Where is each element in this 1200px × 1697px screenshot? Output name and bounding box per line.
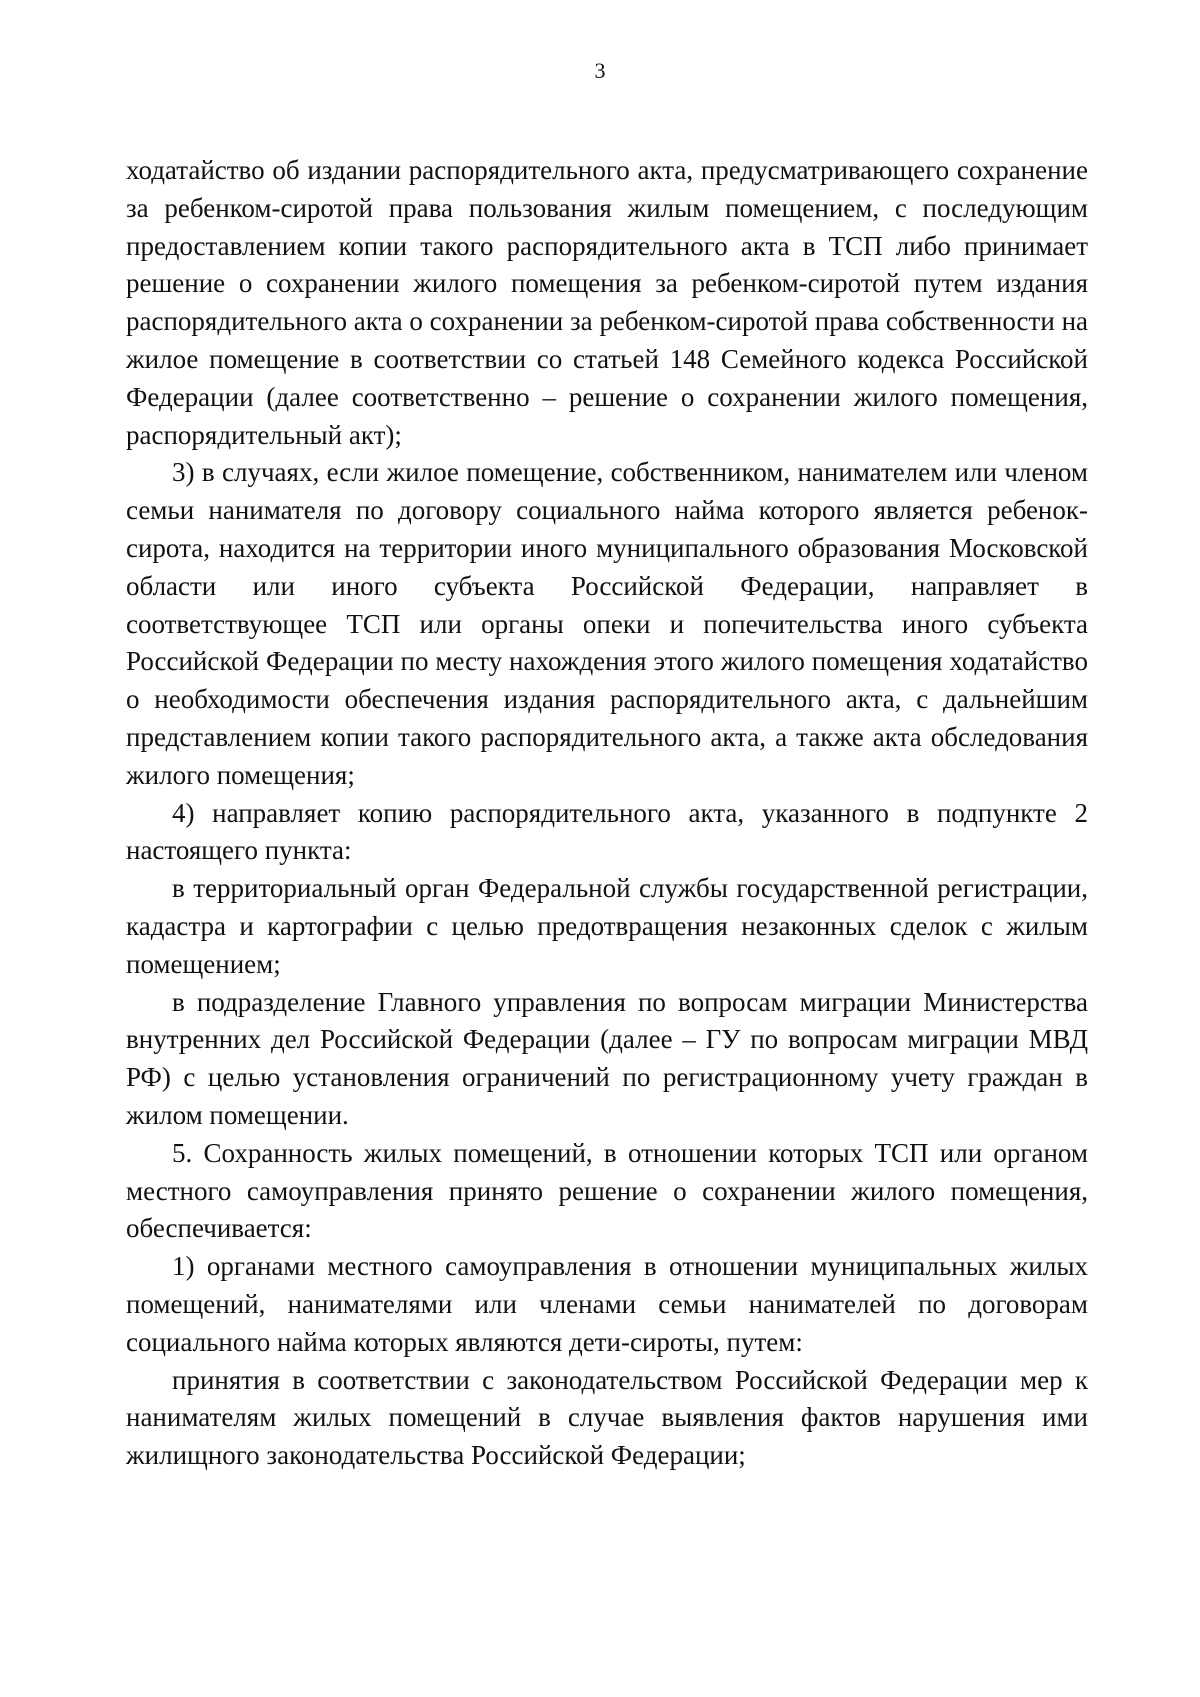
paragraph-subitem-migration: в подразделение Главного управления по вопросам миграции Министерства внутренних дел Российской Федерации (далее – ГУ по вопросам миграции МВД РФ) с целью установления ограничений по регистрационному учету граждан в жилом помещении. (126, 986, 1088, 1130)
paragraph-point-5-subitem: принятия в соответствии с законодательством Российской Федерации мер к нанимателям жилых помещений в случае выявления фактов нарушения ими жилищного законодательства Российской Федерации; (126, 1364, 1088, 1471)
page-number: 3 (594, 58, 606, 83)
paragraph-item-3: 3) в случаях, если жилое помещение, собственником, нанимателем или членом семьи нанимателя по договору социального найма которого является ребенок-сирота, находится на территории иного муниципального образования Московской области или иного субъекта Российской Федерации, направляет в соответствующее ТСП или органы опеки и попечительства иного субъекта Российской Федерации по месту нахождения этого жилого помещения ходатайство о необходимости обеспечения издания распорядительного акта, с дальнейшим представлением копии такого распорядительного акта, а также акта обследования жилого помещения; (126, 457, 1088, 790)
paragraph-continuation: ходатайство об издании распорядительного акта, предусматривающего сохранение за ребенком-сиротой права пользования жилым помещением, с последующим предоставлением копии такого распорядительного акта в ТСП либо принимает решение о сохранении жилого помещения за ребенком-сиротой путем издания распорядительного акта о сохранении за ребенком-сиротой права собственности на жилое помещение в соответствии со статьей 148 Семейного кодекса Российской Федерации (далее соответственно – решение о сохранении жилого помещения, распорядительный акт); (126, 155, 1088, 450)
paragraph-subitem-rosreestr: в территориальный орган Федеральной службы государственной регистрации, кадастра и картографии с целью предотвращения незаконных сделок с жилым помещением; (126, 873, 1088, 979)
paragraph-item-4: 4) направляет копию распорядительного акта, указанного в подпункте 2 настоящего пункта: (126, 797, 1088, 866)
paragraph-point-5: 5. Сохранность жилых помещений, в отношении которых ТСП или органом местного самоуправления принято решение о сохранении жилого помещения, обеспечивается: (126, 1137, 1088, 1244)
paragraph-point-5-item-1: 1) органами местного самоуправления в отношении муниципальных жилых помещений, нанимателями или членами семьи нанимателей по договорам социального найма которых являются дети-сироты, путем: (126, 1251, 1088, 1357)
document-body (126, 152, 1088, 1475)
